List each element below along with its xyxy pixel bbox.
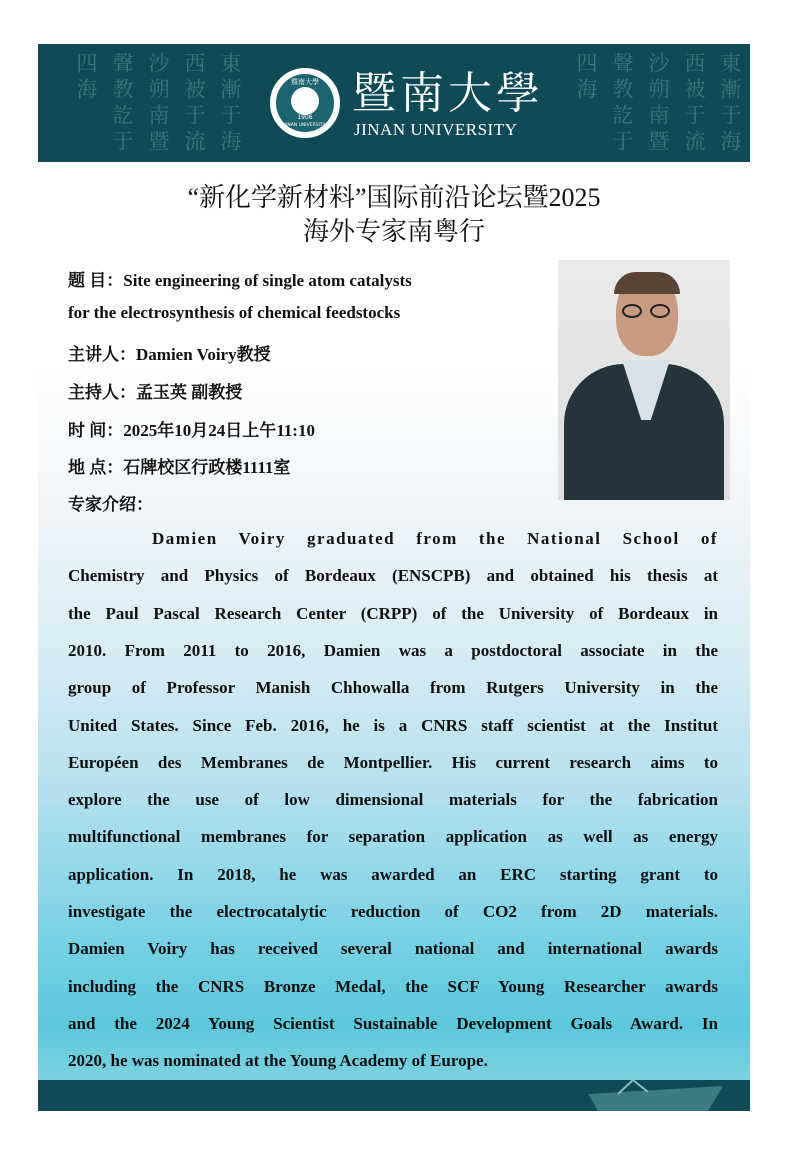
bio-line: Européen des Membranes de Montpellier. His current research aims to: [68, 752, 718, 772]
bio-line: and the 2024 Young Scientist Sustainable Development Goals Award. In: [68, 1013, 718, 1033]
bio-heading: 专家介绍：: [68, 495, 153, 514]
university-name-en: JINAN UNIVERSITY: [354, 120, 518, 139]
bio-line: 2020, he was nominated at the Young Academy of Europe.: [68, 1051, 488, 1071]
bio-line: multifunctional membranes for separation application as well as energy: [68, 827, 718, 847]
topic-line1: 题 目：Site engineering of single atom catalysts: [68, 271, 412, 290]
bio-line: including the CNRS Bronze Medal, the SCF Young Researcher awards: [68, 976, 718, 996]
bio-line: Damien Voiry has received several national and international awards: [68, 939, 718, 959]
header-banner: [38, 44, 750, 162]
motto-pattern-right: 東漸于海西被于流沙朔南暨聲教訖于四海: [574, 52, 742, 156]
poster: [38, 44, 750, 1111]
bio-line: investigate the electrocatalytic reduction of CO2 from 2D materials.: [68, 902, 718, 921]
ship-emblem-icon: [291, 87, 319, 115]
time: 时 间：2025年10月24日上午11:10: [68, 421, 315, 440]
motto-pattern-left: 東漸于海西被于流沙朔南暨聲教訖于四海: [74, 52, 242, 156]
host: 主持人：孟玉英 副教授: [68, 383, 243, 402]
junk-ship-watermark-icon: [578, 1074, 728, 1111]
bio-line: United States. Since Feb. 2016, he is a CNRS staff scientist at the Institut: [68, 715, 718, 735]
university-seal-logo: [270, 68, 340, 138]
forum-title-line1: “新化学新材料”国际前沿论坛暨2025: [187, 183, 601, 212]
bio-line: Chemistry and Physics of Bordeaux (ENSCPB) and obtained his thesis at: [68, 566, 718, 586]
seal-bottom-text: JINAN UNIVERSITY: [284, 123, 326, 128]
university-name-cn: 暨南大學: [352, 68, 544, 119]
bio-line: 2010. From 2011 to 2016, Damien was a postdoctoral associate in the: [68, 640, 718, 660]
seal-year: 1906: [297, 114, 313, 121]
bio-line: group of Professor Manish Chhowalla from Rutgers University in the: [68, 678, 718, 698]
speaker: 主讲人：Damien Voiry教授: [68, 345, 271, 364]
forum-title-line2: 海外专家南粤行: [302, 217, 485, 246]
bio-line: Damien Voiry graduated from the National School of: [152, 529, 718, 548]
speaker-photo: [558, 260, 730, 500]
glasses-icon: [622, 304, 674, 318]
bio-line: explore the use of low dimensional materials for the fabrication: [68, 790, 718, 810]
place: 地 点：石牌校区行政楼1111室: [68, 458, 291, 477]
topic-line2: for the electrosynthesis of chemical feedstocks: [68, 303, 401, 322]
bio-line: application. In 2018, he was awarded an ERC starting grant to: [68, 864, 718, 884]
seal-top-text: 暨南大學: [291, 78, 319, 86]
bio-line: the Paul Pascal Research Center (CRPP) of the University of Bordeaux in: [68, 603, 718, 623]
